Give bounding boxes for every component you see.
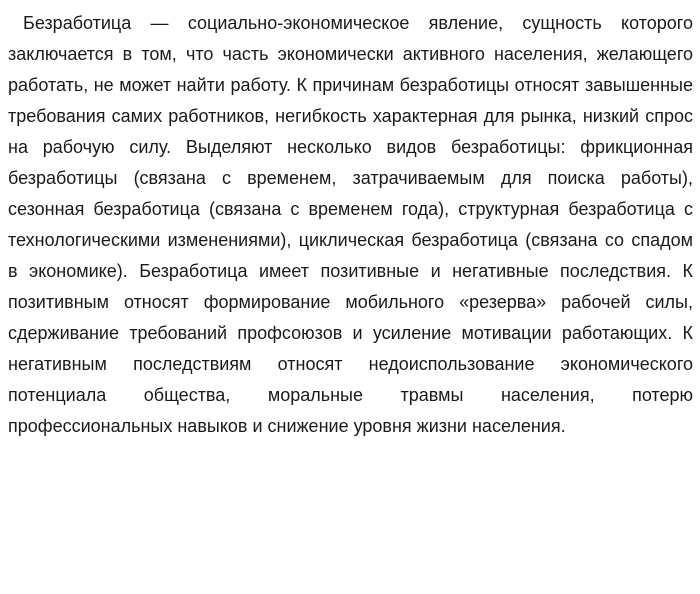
- document-body: [8, 8, 693, 442]
- paragraph-text: Безработица — социально-экономическое явление, сущность которого заключается в том, что часть экономически активного населения, желающего работать, не может найти работу. К причинам безработицы относят завышенные требования самих работников, негибкость характерная для рынка, низкий спрос на рабочую силу. Выделяют несколько видов безработицы: фрикционная безработицы (связана с временем, затрачиваемым для поиска работы), сезонная безработица (связана с временем года), структурная безработица с технологическими изменениями), циклическая безработица (связана со спадом в экономике). Безработица имеет позитивные и негативные последствия. К позитивным относят формирование мобильного «резерва» рабочей силы, сдерживание требований профсоюзов и усиление мотивации работающих. К негативным последствиям относят недоиспользование экономического потенциала общества, моральные травмы населения, потерю профессиональных навыков и снижение уровня жизни населения.: [8, 13, 693, 436]
